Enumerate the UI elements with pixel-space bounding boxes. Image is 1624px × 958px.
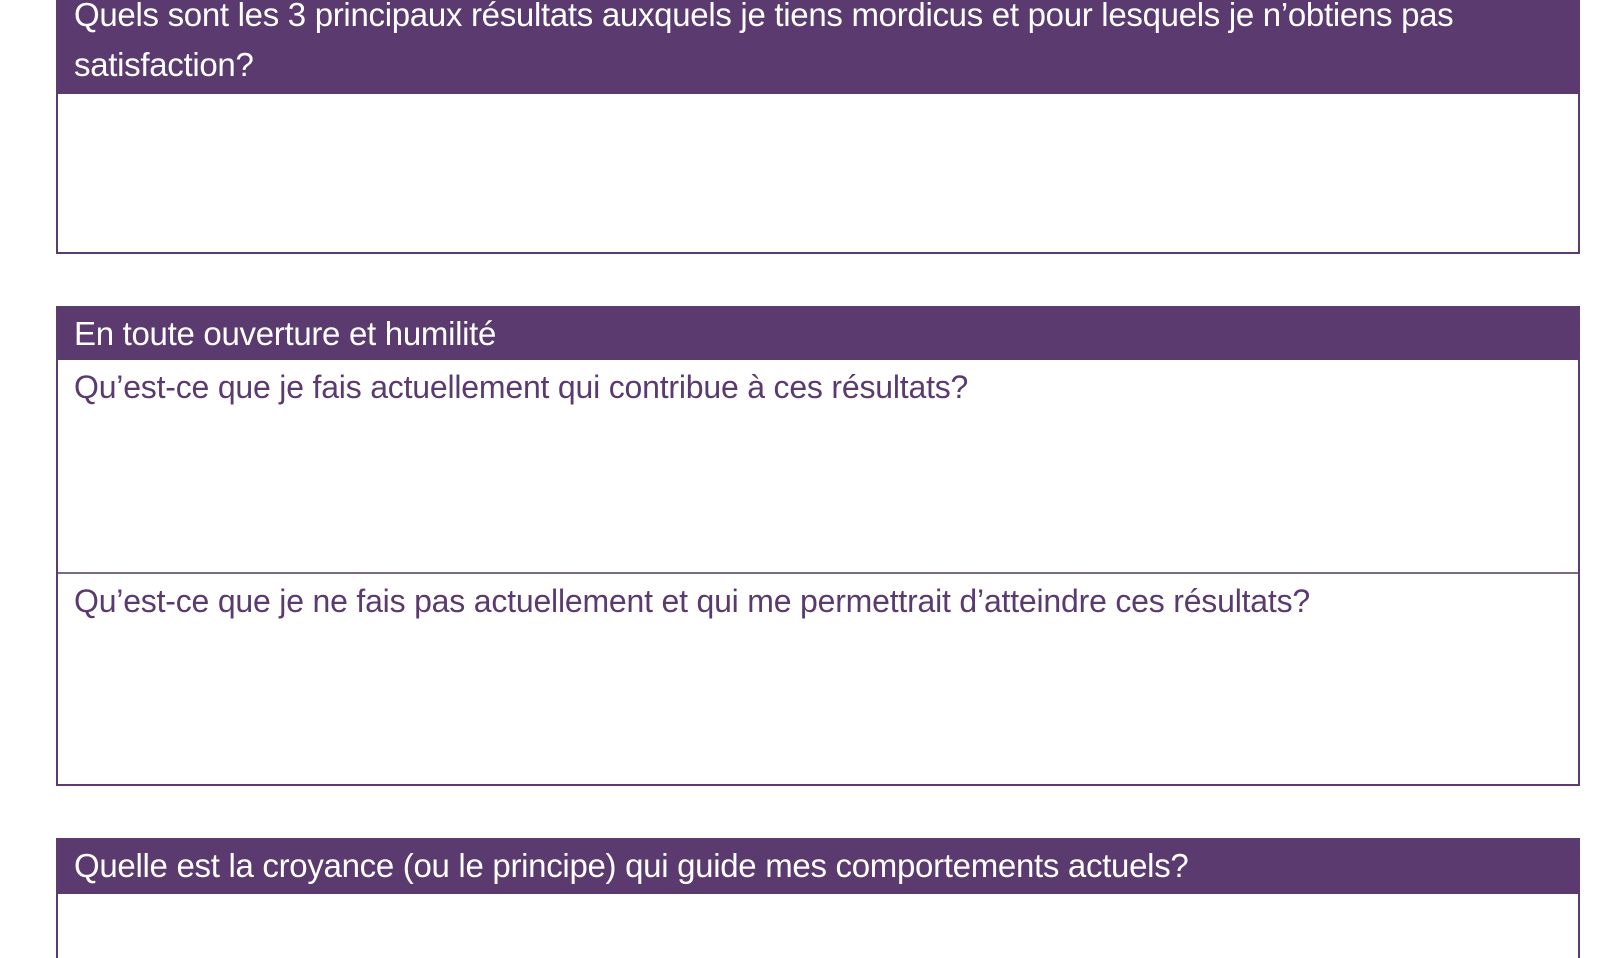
answer-field[interactable] xyxy=(58,94,1578,246)
section-header: Quelle est la croyance (ou le principe) qui guide mes comportements actuels? xyxy=(58,840,1578,894)
answer-field[interactable] xyxy=(58,572,1578,784)
answer-field[interactable] xyxy=(58,360,1578,572)
section-openness-humility xyxy=(56,306,1580,786)
section-header: En toute ouverture et humilité xyxy=(58,308,1578,360)
section-header: Quels sont les 3 principaux résultats auxquels je tiens mordicus et pour lesquels je n’obtiens pas satisfaction? xyxy=(58,0,1578,94)
prompt-text: Qu’est-ce que je ne fais pas actuellement et qui me permettrait d’atteindre ces résultats? xyxy=(74,583,1310,619)
section-belief xyxy=(56,838,1580,958)
section-top-results xyxy=(56,0,1580,254)
prompt-text: Qu’est-ce que je fais actuellement qui contribue à ces résultats? xyxy=(74,369,969,405)
